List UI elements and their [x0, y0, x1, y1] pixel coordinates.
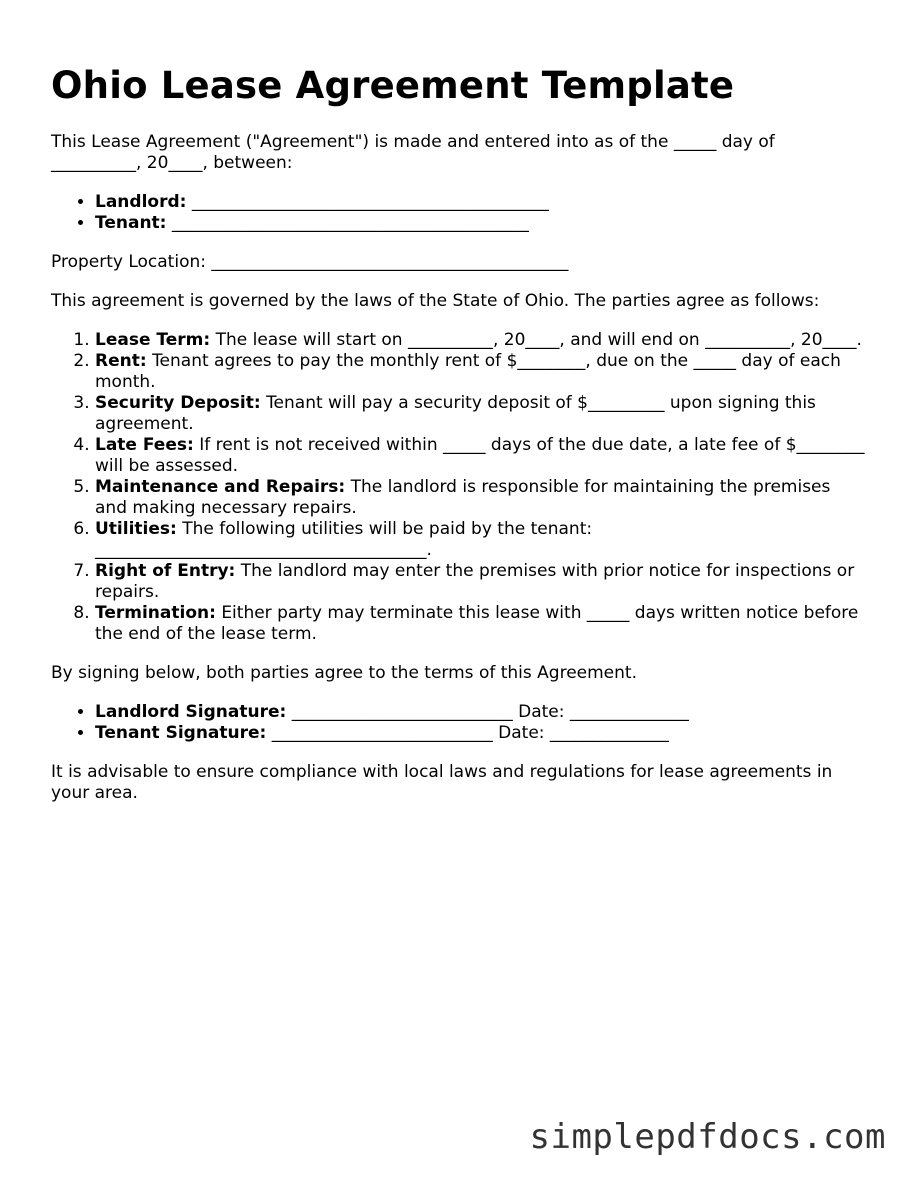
term-label: Maintenance and Repairs:: [95, 477, 346, 497]
term-item-termination: [95, 603, 866, 645]
document-page: [51, 62, 866, 822]
term-text: The landlord is responsible for maintaining the premises and making necessary repairs.: [95, 477, 831, 518]
page-title: Ohio Lease Agreement Template: [51, 64, 735, 107]
term-item-lease-term: [95, 330, 866, 351]
term-item-security-deposit: [95, 393, 866, 435]
term-text: Tenant agrees to pay the monthly rent of $________, due on the _____ day of each month.: [95, 351, 841, 392]
advisory-paragraph: It is advisable to ensure compliance with local laws and regulations for lease agreements in your area.: [51, 762, 833, 803]
term-label: Late Fees:: [95, 435, 194, 455]
signatures-list: [51, 702, 866, 744]
term-item-maintenance: [95, 477, 866, 519]
signature-label: Tenant Signature:: [95, 723, 267, 743]
term-text: Tenant will pay a security deposit of $_________ upon signing this agreement.: [95, 393, 816, 434]
signature-label: Landlord Signature:: [95, 702, 287, 722]
governing-law-paragraph: This agreement is governed by the laws of the State of Ohio. The parties agree as follows:: [51, 291, 820, 311]
signature-blank: __________________________ Date: ______________: [291, 702, 689, 722]
term-text: Either party may terminate this lease with _____ days written notice before the end of the lease term.: [95, 603, 859, 644]
term-label: Right of Entry:: [95, 561, 236, 581]
party-blank: __________________________________________: [191, 192, 549, 212]
term-label: Lease Term:: [95, 330, 211, 350]
term-label: Rent:: [95, 351, 147, 371]
property-location: Property Location: __________________________________________: [51, 252, 569, 272]
signature-item-landlord: [95, 702, 866, 723]
term-text: The following utilities will be paid by the tenant: _______________________________________.: [95, 519, 593, 560]
term-item-right-of-entry: [95, 561, 866, 603]
intro-paragraph: This Lease Agreement ("Agreement") is made and entered into as of the _____ day of __________, 20____, between:: [51, 132, 775, 173]
term-text: The lease will start on __________, 20____, and will end on __________, 20____.: [215, 330, 862, 350]
party-blank: __________________________________________: [171, 213, 529, 233]
terms-list: [51, 330, 866, 645]
party-label: Tenant:: [95, 213, 167, 233]
term-text: The landlord may enter the premises with prior notice for inspections or repairs.: [95, 561, 855, 602]
watermark: simplepdfdocs.com: [529, 1117, 886, 1157]
term-item-utilities: [95, 519, 866, 561]
term-label: Termination:: [95, 603, 216, 623]
parties-list: [51, 192, 866, 234]
signature-item-tenant: [95, 723, 866, 744]
signature-blank: __________________________ Date: ______________: [271, 723, 669, 743]
party-item-landlord: [95, 192, 866, 213]
term-label: Utilities:: [95, 519, 177, 539]
term-label: Security Deposit:: [95, 393, 261, 413]
term-item-rent: [95, 351, 866, 393]
term-item-late-fees: [95, 435, 866, 477]
term-text: If rent is not received within _____ days of the due date, a late fee of $________ will be assessed.: [95, 435, 865, 476]
party-item-tenant: [95, 213, 866, 234]
signing-statement: By signing below, both parties agree to the terms of this Agreement.: [51, 663, 637, 683]
party-label: Landlord:: [95, 192, 187, 212]
